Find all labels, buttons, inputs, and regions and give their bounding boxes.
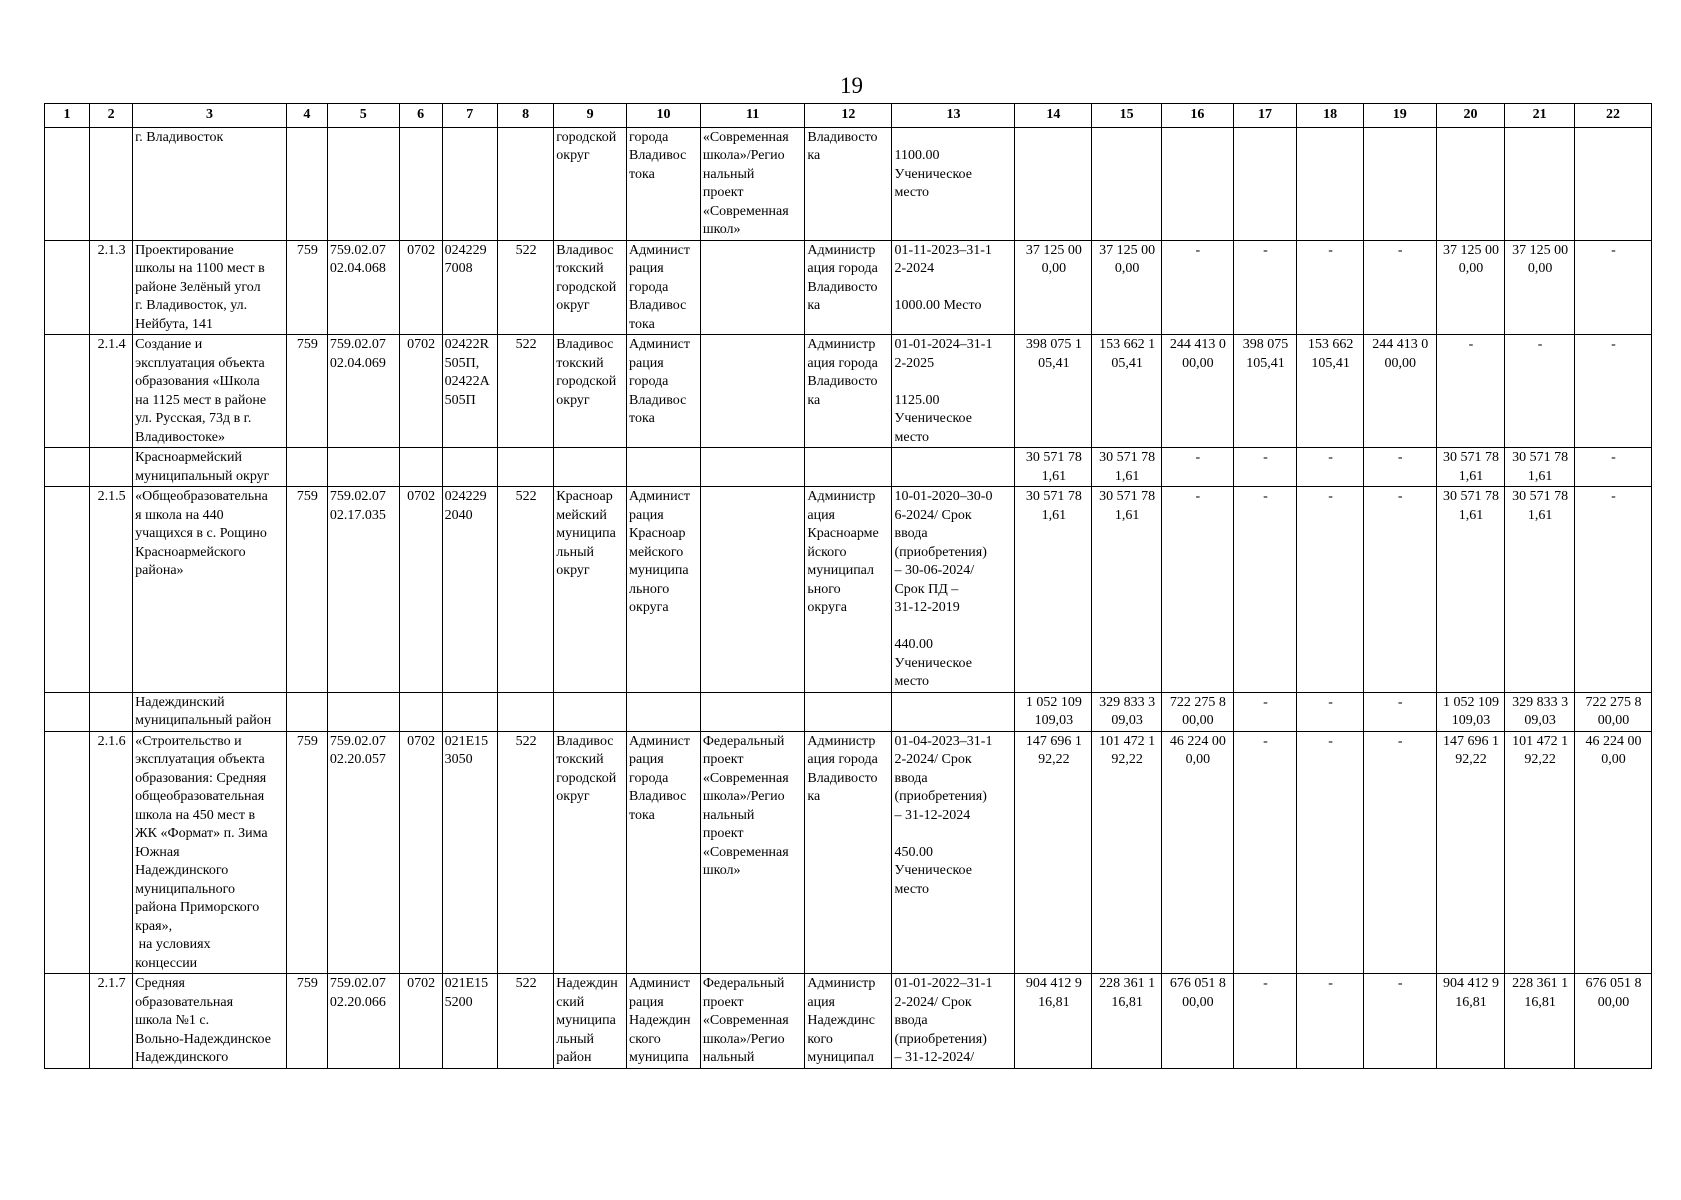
table-cell: 759: [286, 974, 327, 1069]
table-cell: 759.02.07 02.04.068: [327, 240, 399, 335]
table-cell: -: [1297, 692, 1364, 731]
table-cell: [327, 448, 399, 487]
table-cell: 522: [497, 487, 553, 693]
table-cell: 228 361 1 16,81: [1505, 974, 1575, 1069]
table-cell: 37 125 00 0,00: [1505, 240, 1575, 335]
table-cell: 01-11-2023–31-1 2-2024 1000.00 Место: [892, 240, 1015, 335]
table-cell: [1015, 127, 1092, 240]
table-cell: -: [1363, 487, 1436, 693]
table-cell: [700, 692, 805, 731]
table-cell: [45, 731, 90, 974]
table-cell: [45, 692, 90, 731]
column-header: 22: [1574, 104, 1651, 128]
table-cell: -: [1363, 448, 1436, 487]
table-cell: «Общеобразовательна я школа на 440 учащихся в с. Рощино Красноармейского района»: [133, 487, 287, 693]
table-cell: 1100.00 Ученическое место: [892, 127, 1015, 240]
table-cell: 228 361 1 16,81: [1092, 974, 1162, 1069]
table-cell: Владивосто ка: [805, 127, 892, 240]
table-cell: 30 571 78 1,61: [1015, 448, 1092, 487]
table-cell: 722 275 8 00,00: [1162, 692, 1234, 731]
table-cell: 398 075 105,41: [1233, 335, 1297, 448]
table-cell: 522: [497, 731, 553, 974]
table-cell: [892, 448, 1015, 487]
table-cell: 2.1.6: [90, 731, 133, 974]
table-cell: [90, 127, 133, 240]
table-cell: Федеральный проект «Современная школа»/Регио нальный проект «Современная школ»: [700, 731, 805, 974]
table-cell: [45, 240, 90, 335]
column-header: 13: [892, 104, 1015, 128]
table-cell: [1574, 127, 1651, 240]
table-cell: г. Владивосток: [133, 127, 287, 240]
table-cell: 1 052 109 109,03: [1015, 692, 1092, 731]
table-cell: 0702: [399, 487, 442, 693]
budget-table: [44, 103, 1652, 1069]
table-cell: 46 224 00 0,00: [1162, 731, 1234, 974]
table-cell: -: [1363, 240, 1436, 335]
table-cell: Админист рация города Владивос тока: [627, 240, 701, 335]
table-cell: -: [1363, 731, 1436, 974]
table-cell: [1363, 127, 1436, 240]
table-cell: Красноар мейский муниципа льный округ: [554, 487, 627, 693]
table-cell: [554, 692, 627, 731]
table-cell: [442, 448, 497, 487]
column-header: 16: [1162, 104, 1234, 128]
table-cell: Администр ация Надеждинс кого муниципал: [805, 974, 892, 1069]
table-cell: 759.02.07 02.20.066: [327, 974, 399, 1069]
table-cell: 37 125 00 0,00: [1436, 240, 1505, 335]
table-cell: [497, 448, 553, 487]
table-cell: 024229 2040: [442, 487, 497, 693]
subtotal-row: [45, 448, 1652, 487]
page-number: 19: [840, 73, 863, 98]
table-cell: Создание и эксплуатация объекта образования «Школа на 1125 мест в районе ул. Русская, 73д в г. Владивостоке»: [133, 335, 287, 448]
table-cell: 153 662 1 05,41: [1092, 335, 1162, 448]
column-header: 8: [497, 104, 553, 128]
table-cell: [45, 335, 90, 448]
table-cell: [327, 692, 399, 731]
table-cell: 522: [497, 240, 553, 335]
table-cell: Владивос токский городской округ: [554, 731, 627, 974]
column-header: 4: [286, 104, 327, 128]
table-cell: 0702: [399, 335, 442, 448]
column-header: 6: [399, 104, 442, 128]
table-cell: [1436, 127, 1505, 240]
column-header: 3: [133, 104, 287, 128]
table-cell: -: [1574, 240, 1651, 335]
table-cell: [805, 692, 892, 731]
table-cell: [700, 448, 805, 487]
table-cell: -: [1574, 487, 1651, 693]
table-cell: 30 571 78 1,61: [1092, 487, 1162, 693]
table-cell: 30 571 78 1,61: [1505, 487, 1575, 693]
table-cell: 759: [286, 487, 327, 693]
table-row: [45, 487, 1652, 693]
table-cell: 46 224 00 0,00: [1574, 731, 1651, 974]
table-cell: [442, 692, 497, 731]
column-header: 5: [327, 104, 399, 128]
table-row: [45, 974, 1652, 1069]
table-cell: Надеждин ский муниципа льный район: [554, 974, 627, 1069]
table-cell: [399, 692, 442, 731]
table-cell: 021E15 3050: [442, 731, 497, 974]
table-cell: [286, 448, 327, 487]
table-cell: 329 833 3 09,03: [1092, 692, 1162, 731]
table-cell: -: [1574, 448, 1651, 487]
table-cell: «Строительство и эксплуатация объекта образования: Средняя общеобразовательная школа на 450 мест в ЖК «Формат» п. Зима Южная Надеждинского муниципального района Приморского края», на условиях концессии: [133, 731, 287, 974]
column-header: 12: [805, 104, 892, 128]
table-cell: 01-01-2024–31-1 2-2025 1125.00 Ученическое место: [892, 335, 1015, 448]
table-cell: -: [1233, 240, 1297, 335]
table-cell: -: [1297, 487, 1364, 693]
table-cell: [1297, 127, 1364, 240]
table-cell: [700, 335, 805, 448]
table-cell: -: [1436, 335, 1505, 448]
table-cell: [327, 127, 399, 240]
table-cell: 30 571 78 1,61: [1436, 487, 1505, 693]
table-body: [45, 104, 1652, 1069]
table-cell: 153 662 105,41: [1297, 335, 1364, 448]
table-cell: 759.02.07 02.20.057: [327, 731, 399, 974]
table-cell: [45, 974, 90, 1069]
table-cell: Администр ация города Владивосто ка: [805, 731, 892, 974]
table-cell: 147 696 1 92,22: [1015, 731, 1092, 974]
table-cell: Проектирование школы на 1100 мест в районе Зелёный угол г. Владивосток, ул. Нейбута, 141: [133, 240, 287, 335]
table-cell: Админист рация города Владивос тока: [627, 731, 701, 974]
table-cell: -: [1297, 240, 1364, 335]
table-cell: [700, 240, 805, 335]
table-cell: Админист рация Надеждин ского муниципа: [627, 974, 701, 1069]
table-cell: 722 275 8 00,00: [1574, 692, 1651, 731]
column-header: 2: [90, 104, 133, 128]
column-header: 11: [700, 104, 805, 128]
table-cell: 02422R 505П, 02422A 505П: [442, 335, 497, 448]
table-cell: 2.1.4: [90, 335, 133, 448]
column-header: 20: [1436, 104, 1505, 128]
column-header: 7: [442, 104, 497, 128]
table-cell: 244 413 0 00,00: [1162, 335, 1234, 448]
column-header: 18: [1297, 104, 1364, 128]
table-row: [45, 240, 1652, 335]
table-row: [45, 335, 1652, 448]
column-header: 17: [1233, 104, 1297, 128]
table-cell: 101 472 1 92,22: [1505, 731, 1575, 974]
table-cell: 0702: [399, 974, 442, 1069]
table-cell: [805, 448, 892, 487]
table-cell: Владивос токский городской округ: [554, 335, 627, 448]
column-header: 10: [627, 104, 701, 128]
table-cell: 904 412 9 16,81: [1436, 974, 1505, 1069]
table-cell: 759: [286, 240, 327, 335]
column-header: 9: [554, 104, 627, 128]
table-cell: 10-01-2020–30-0 6-2024/ Срок ввода (приобретения) – 30-06-2024/ Срок ПД – 31-12-2019 440.00 Ученическое место: [892, 487, 1015, 693]
table-cell: 759.02.07 02.04.069: [327, 335, 399, 448]
table-cell: 329 833 3 09,03: [1505, 692, 1575, 731]
table-cell: -: [1233, 731, 1297, 974]
table-cell: [497, 127, 553, 240]
table-cell: -: [1297, 448, 1364, 487]
table-cell: -: [1297, 731, 1364, 974]
table-cell: -: [1233, 974, 1297, 1069]
table-cell: 30 571 78 1,61: [1505, 448, 1575, 487]
table-cell: [554, 448, 627, 487]
table-cell: 2.1.5: [90, 487, 133, 693]
table-cell: 2.1.7: [90, 974, 133, 1069]
table-cell: Надеждинский муниципальный район: [133, 692, 287, 731]
table-cell: 244 413 0 00,00: [1363, 335, 1436, 448]
table-cell: 676 051 8 00,00: [1162, 974, 1234, 1069]
table-cell: -: [1162, 487, 1234, 693]
table-cell: [90, 692, 133, 731]
subtotal-row: [45, 692, 1652, 731]
column-header: 19: [1363, 104, 1436, 128]
table-cell: 759: [286, 335, 327, 448]
table-cell: 676 051 8 00,00: [1574, 974, 1651, 1069]
table-cell: -: [1233, 692, 1297, 731]
table-cell: 37 125 00 0,00: [1015, 240, 1092, 335]
table-cell: -: [1363, 974, 1436, 1069]
table-cell: 1 052 109 109,03: [1436, 692, 1505, 731]
table-cell: -: [1574, 335, 1651, 448]
table-cell: 0702: [399, 731, 442, 974]
table-cell: 0702: [399, 240, 442, 335]
table-row: [45, 731, 1652, 974]
table-cell: «Современная школа»/Регио нальный проект «Современная школ»: [700, 127, 805, 240]
table-cell: [286, 127, 327, 240]
table-cell: [627, 448, 701, 487]
table-cell: 759: [286, 731, 327, 974]
table-cell: 522: [497, 335, 553, 448]
table-cell: Админист рация города Владивос тока: [627, 335, 701, 448]
table-cell: [399, 448, 442, 487]
table-cell: [90, 448, 133, 487]
table-cell: 522: [497, 974, 553, 1069]
table-cell: 147 696 1 92,22: [1436, 731, 1505, 974]
table-cell: города Владивос тока: [627, 127, 701, 240]
table-cell: 30 571 78 1,61: [1436, 448, 1505, 487]
table-cell: Федеральный проект «Современная школа»/Регио нальный: [700, 974, 805, 1069]
table-cell: 30 571 78 1,61: [1015, 487, 1092, 693]
table-cell: [497, 692, 553, 731]
column-header: 15: [1092, 104, 1162, 128]
table-cell: Администр ация города Владивосто ка: [805, 335, 892, 448]
table-cell: Администр ация города Владивосто ка: [805, 240, 892, 335]
table-cell: [45, 127, 90, 240]
table-cell: [399, 127, 442, 240]
table-cell: [286, 692, 327, 731]
table-cell: [892, 692, 1015, 731]
table-cell: [442, 127, 497, 240]
table-cell: 01-04-2023–31-1 2-2024/ Срок ввода (приобретения) – 31-12-2024 450.00 Ученическое место: [892, 731, 1015, 974]
table-cell: Красноармейский муниципальный округ: [133, 448, 287, 487]
table-row: [45, 127, 1652, 240]
column-header: 14: [1015, 104, 1092, 128]
table-cell: [45, 487, 90, 693]
table-cell: -: [1162, 448, 1234, 487]
table-cell: -: [1297, 974, 1364, 1069]
table-cell: [1233, 127, 1297, 240]
table-cell: Владивос токский городской округ: [554, 240, 627, 335]
table-cell: [627, 692, 701, 731]
table-cell: 021E15 5200: [442, 974, 497, 1069]
table-cell: [1092, 127, 1162, 240]
table-cell: 01-01-2022–31-1 2-2024/ Срок ввода (приобретения) – 31-12-2024/: [892, 974, 1015, 1069]
table-cell: -: [1363, 692, 1436, 731]
table-cell: 904 412 9 16,81: [1015, 974, 1092, 1069]
table-cell: [45, 448, 90, 487]
table-cell: [1162, 127, 1234, 240]
table-cell: -: [1233, 448, 1297, 487]
table-cell: 759.02.07 02.17.035: [327, 487, 399, 693]
table-cell: городской округ: [554, 127, 627, 240]
table-cell: 2.1.3: [90, 240, 133, 335]
table-cell: 37 125 00 0,00: [1092, 240, 1162, 335]
table-cell: 101 472 1 92,22: [1092, 731, 1162, 974]
table-cell: Средняя образовательная школа №1 с. Вольно-Надеждинское Надеждинского: [133, 974, 287, 1069]
table-cell: Администр ация Красноарме йского муниципал ьного округа: [805, 487, 892, 693]
column-header: 21: [1505, 104, 1575, 128]
table-cell: -: [1233, 487, 1297, 693]
table-cell: 30 571 78 1,61: [1092, 448, 1162, 487]
header-row: [45, 104, 1652, 128]
column-header: 1: [45, 104, 90, 128]
table-cell: 398 075 1 05,41: [1015, 335, 1092, 448]
table-cell: -: [1505, 335, 1575, 448]
table-cell: -: [1162, 240, 1234, 335]
table-cell: [1505, 127, 1575, 240]
table-cell: 024229 7008: [442, 240, 497, 335]
table-cell: [700, 487, 805, 693]
table-cell: Админист рация Красноар мейского муниципа льного округа: [627, 487, 701, 693]
